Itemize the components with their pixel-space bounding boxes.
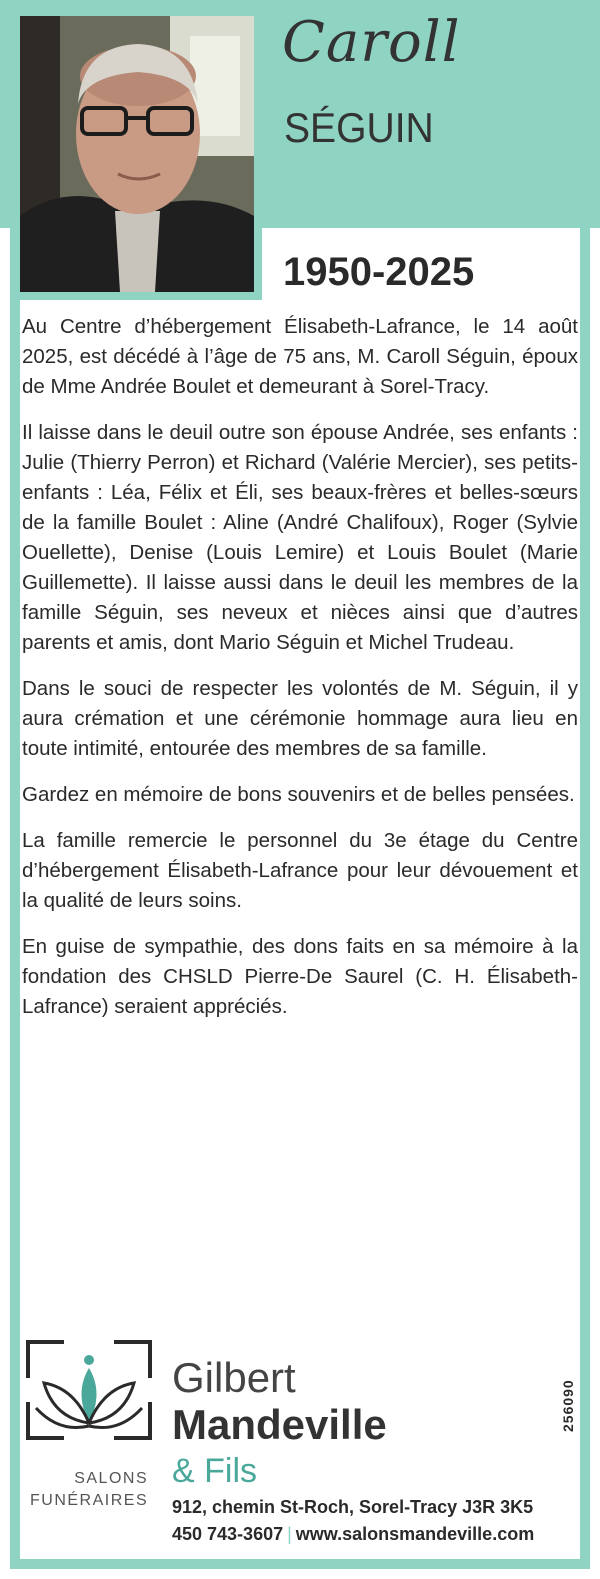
brand-fils: & Fils bbox=[172, 1452, 257, 1490]
paragraph-memory: Gardez en mémoire de bons souvenirs et de belles pensées. bbox=[22, 783, 575, 806]
ad-number: 256090 bbox=[560, 1379, 576, 1432]
paragraph-death-notice: Au Centre d’hébergement Élisabeth-Lafrance, le 14 août 2025, est décédé à l’âge de 75 ans, M. Caroll Séguin, époux de Mme Andrée Boulet et demeurant à Sorel-Tracy. bbox=[22, 315, 578, 398]
funeral-home-address: 912, chemin St-Roch, Sorel-Tracy J3R 3K5 bbox=[172, 1497, 534, 1517]
contact-separator: | bbox=[287, 1524, 292, 1544]
brand-gilbert: Gilbert bbox=[172, 1354, 296, 1401]
obituary-text bbox=[22, 312, 578, 1038]
funeral-home-contact bbox=[172, 1524, 534, 1545]
brand-mandeville: Mandeville bbox=[172, 1401, 387, 1448]
phone-number: 450 743-3607 bbox=[172, 1524, 284, 1544]
portrait-frame bbox=[12, 10, 262, 300]
paragraph-survivors: Il laisse dans le deuil outre son épouse Andrée, ses enfants : Julie (Thierry Perron) et Richard (Valérie Mercier), ses petits-enfants : Léa, Félix et Éli, ses beaux-frères et belles-sœurs de la famille Boulet : Aline (André Chalifoux), Roger (Sylvie Ouellette), Denise (Louis Lemire) et Louis Boulet (Marie Guillemette). Il laisse aussi dans le deuil les membres de la famille Séguin, ses neveux et nièces ainsi que d’autres parents et amis, dont Mario Séguin et Michel Trudeau. bbox=[22, 421, 578, 654]
paragraph-thanks: La famille remercie le personnel du 3e étage du Centre d’hébergement Élisabeth-Lafrance pour leur dévouement et la qualité de leurs soins. bbox=[22, 829, 578, 912]
website-link[interactable]: www.salonsmandeville.com bbox=[295, 1524, 535, 1544]
portrait-photo bbox=[20, 16, 254, 292]
lotus-logo-icon bbox=[24, 1338, 154, 1442]
paragraph-donations: En guise de sympathie, des dons faits en sa mémoire à la fondation des CHSLD Pierre-De Saurel (C. H. Élisabeth-Lafrance) seraient appréciés. bbox=[22, 935, 578, 1018]
salons-line: SALONS bbox=[74, 1470, 149, 1487]
life-years: 1950-2025 bbox=[283, 250, 475, 294]
first-name: Caroll bbox=[282, 10, 461, 75]
paragraph-ceremony: Dans le souci de respecter les volontés de M. Séguin, il y aura crémation et une cérémonie hommage aura lieu en toute intimité, entourée des membres de sa famille. bbox=[22, 677, 578, 760]
last-name: SÉGUIN bbox=[284, 104, 434, 151]
funeraires-line: FUNÉRAIRES bbox=[30, 1492, 149, 1509]
salons-funeraires-label bbox=[30, 1468, 148, 1512]
